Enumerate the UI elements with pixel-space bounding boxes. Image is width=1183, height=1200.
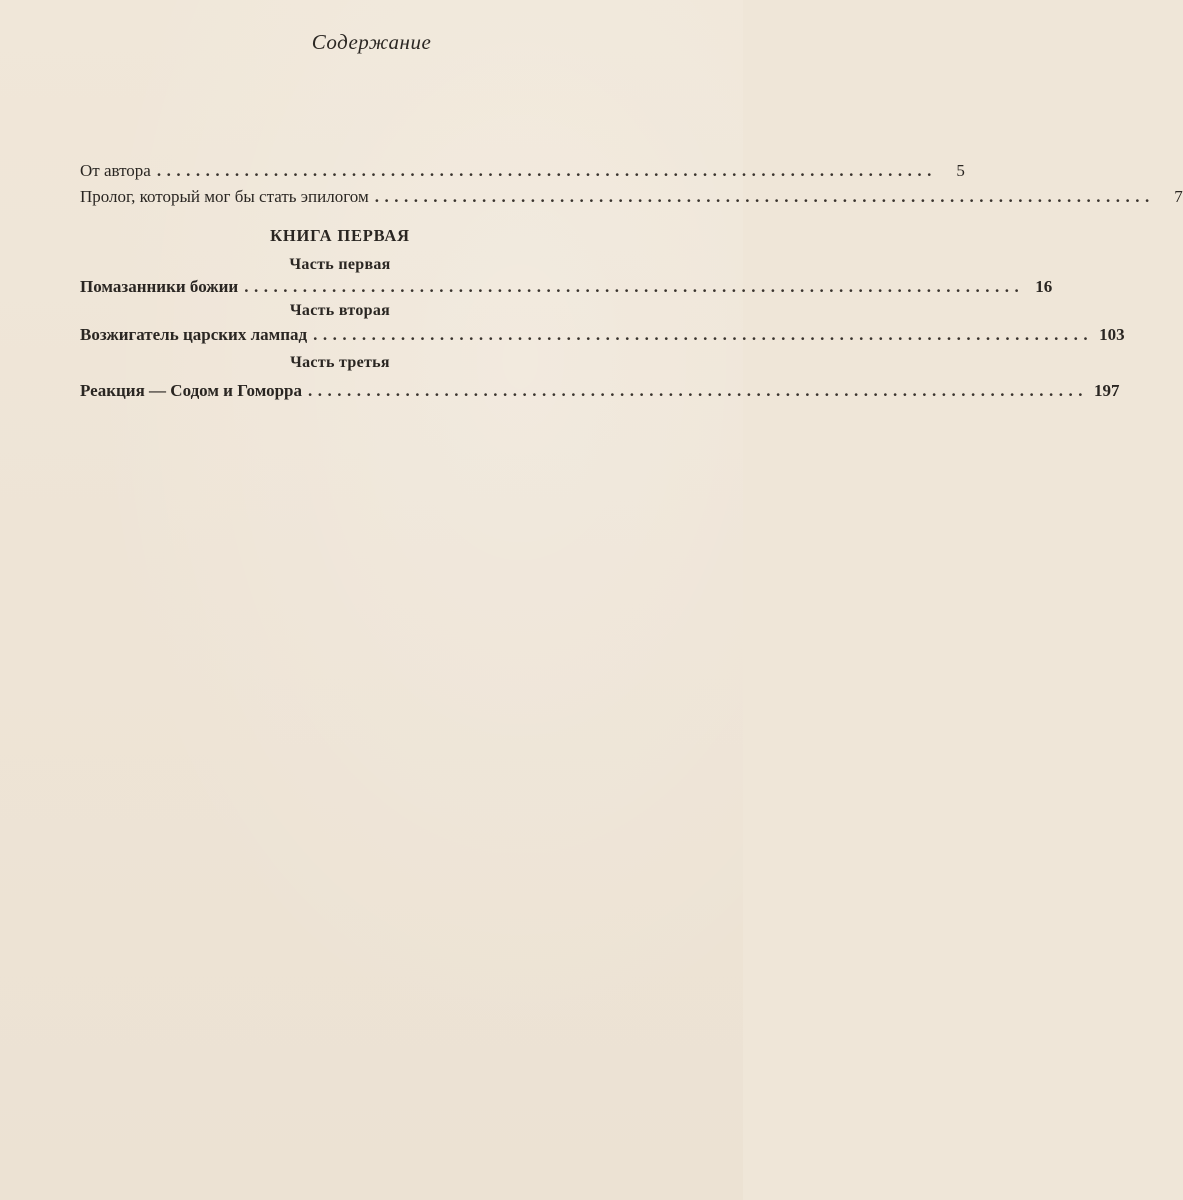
dot-leader: ................................................................................ (374, 187, 1155, 206)
toc-entry-part-2 (80, 322, 1125, 348)
toc-entry-page: 7 (1174, 187, 1183, 206)
page-title: Содержание (311, 30, 432, 54)
toc-entry-page: 197 (1094, 381, 1120, 400)
toc-entry-page: 103 (1099, 325, 1125, 344)
part-heading: Часть первая (289, 256, 391, 273)
book-heading: КНИГА ПЕРВАЯ (270, 226, 410, 245)
toc-entry-part-1 (80, 274, 1053, 300)
part-heading: Часть вторая (289, 302, 391, 319)
dot-leader: ................................................................................ (313, 325, 1094, 344)
toc-entry-page: 5 (956, 161, 965, 180)
toc-entry-page: 16 (1035, 277, 1053, 296)
toc-entry-label: Реакция — Содом и Гоморра (80, 381, 302, 400)
toc-entry-label: От автора (80, 161, 151, 180)
dot-leader: ................................................................................ (156, 161, 937, 180)
toc-entry-from-author (80, 158, 965, 184)
dot-leader: ................................................................................ (244, 277, 1025, 296)
part-heading: Часть третья (290, 354, 390, 371)
toc-entry-label: Пролог, который мог бы стать эпилогом (80, 187, 369, 206)
dot-leader: ................................................................................ (308, 381, 1088, 400)
toc-entry-prologue (80, 184, 1183, 210)
toc-entry-label: Возжигатель царских лампад (80, 325, 308, 344)
toc-entry-part-3 (80, 378, 1120, 404)
toc-entry-label: Помазанники божии (80, 277, 239, 296)
